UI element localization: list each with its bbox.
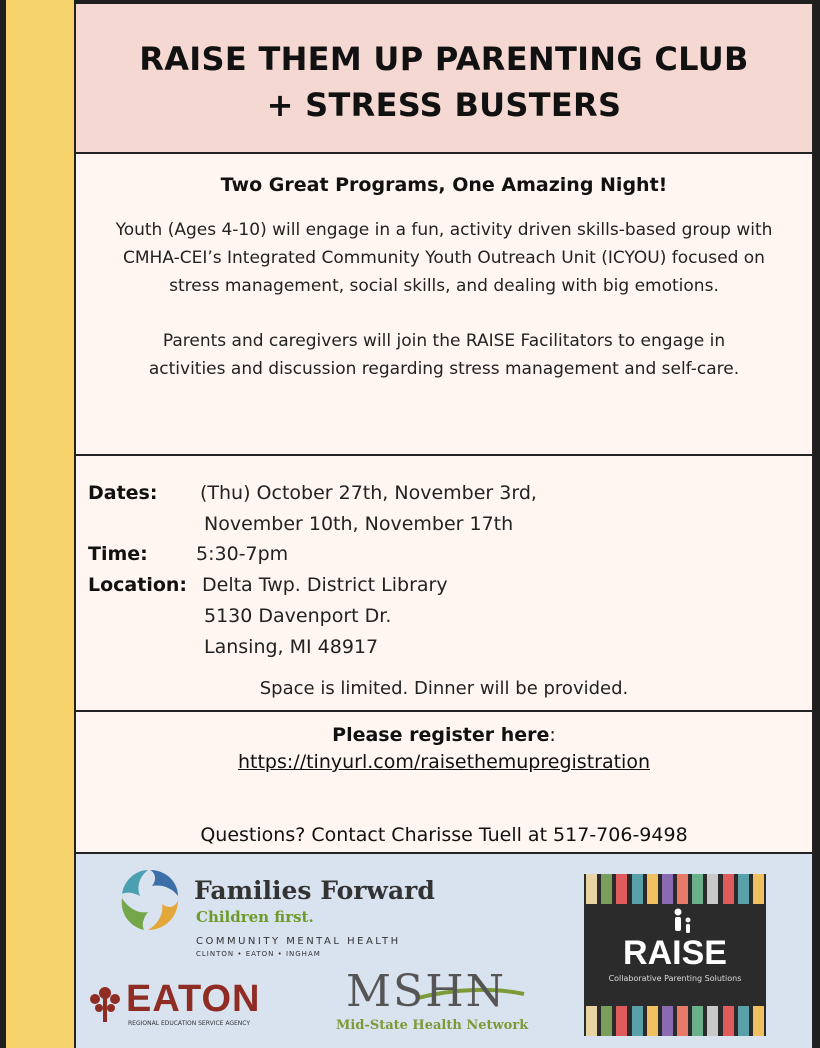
location-row [88, 570, 187, 600]
families-forward-name: Families Forward [194, 876, 435, 905]
raise-stripe [677, 874, 688, 904]
title-line-2: + STRESS BUSTERS [266, 86, 622, 124]
yellow-side-bar [6, 0, 74, 1048]
register-section [76, 712, 812, 854]
raise-stripe [616, 874, 627, 904]
raise-stripe [692, 874, 703, 904]
location-label: Location: [88, 574, 188, 596]
raise-stripes-top [584, 874, 766, 904]
raise-stripe [601, 874, 612, 904]
location-line-2: 5130 Davenport Dr. [204, 605, 392, 627]
mshn-subtitle: Mid-State Health Network [336, 1018, 529, 1033]
dates-row [88, 478, 157, 508]
flyer [74, 4, 814, 1048]
location-line-1: Delta Twp. District Library [202, 574, 448, 596]
raise-stripe [692, 1006, 703, 1036]
flyer-header [76, 4, 812, 154]
families-forward-counties: CLINTON • EATON • INGHAM [196, 950, 321, 958]
families-forward-tagline: Children first. [196, 908, 314, 926]
raise-stripe [753, 1006, 764, 1036]
raise-logo-text: RAISE [623, 934, 727, 972]
raise-stripe [647, 1006, 658, 1036]
raise-logo [584, 874, 766, 1036]
contact-line: Questions? Contact Charisse Tuell at 517-706-9498 [200, 824, 688, 846]
raise-stripe [753, 874, 764, 904]
raise-stripe [647, 874, 658, 904]
raise-stripe [586, 874, 597, 904]
title-line-1: RAISE THEM UP PARENTING CLUB [139, 40, 749, 78]
families-forward-swirl-icon [114, 864, 186, 936]
raise-stripe [677, 1006, 688, 1036]
raise-stripe [632, 874, 643, 904]
raise-stripe [723, 874, 734, 904]
time-label: Time: [88, 543, 148, 565]
eaton-logo-text: EATON [126, 978, 261, 1020]
eaton-subtitle: REGIONAL EDUCATION SERVICE AGENCY [128, 1020, 251, 1027]
time-row [88, 539, 148, 569]
raise-subtitle: Collaborative Parenting Solutions [608, 974, 742, 983]
dates-line-2: November 10th, November 17th [204, 513, 514, 535]
intro-subtitle: Two Great Programs, One Amazing Night! [220, 174, 668, 196]
youth-paragraph: Youth (Ages 4-10) will engage in a fun, activity driven skills-based group with CMHA-CEI’s Integrated Community Youth Outreach Unit (ICYOU) focused on stress management, social skills, and dealing with big emotions. [115, 220, 773, 296]
space-limited-note: Space is limited. Dinner will be provided. [259, 678, 629, 699]
raise-stripe [632, 1006, 643, 1036]
parents-paragraph: Parents and caregivers will join the RAISE Facilitators to engage in activities and discussion regarding stress management and self-care. [148, 331, 740, 379]
register-title: Please register here [332, 724, 550, 746]
register-heading [76, 724, 812, 746]
logos-section [76, 854, 812, 1048]
raise-stripe [586, 1006, 597, 1036]
raise-stripes-bottom [584, 1006, 766, 1036]
mshn-logo-text: MSHN [346, 966, 507, 1017]
register-colon: : [549, 724, 556, 746]
time-value: 5:30-7pm [196, 543, 289, 565]
registration-link[interactable]: https://tinyurl.com/raisethemupregistration [237, 751, 650, 773]
raise-stripe [738, 1006, 749, 1036]
raise-stripe [707, 874, 718, 904]
raise-stripe [662, 1006, 673, 1036]
dates-label: Dates: [88, 482, 158, 504]
raise-stripe [723, 1006, 734, 1036]
families-forward-org: COMMUNITY MENTAL HEALTH [196, 936, 401, 947]
details-section [76, 456, 812, 712]
raise-stripe [738, 874, 749, 904]
tree-icon [86, 984, 124, 1024]
location-line-3: Lansing, MI 48917 [204, 636, 379, 658]
raise-stripe [601, 1006, 612, 1036]
intro-section [76, 154, 812, 456]
raise-stripe [616, 1006, 627, 1036]
dates-line-1: (Thu) October 27th, November 3rd, [200, 482, 537, 504]
raise-stripe [662, 874, 673, 904]
raise-stripe [707, 1006, 718, 1036]
